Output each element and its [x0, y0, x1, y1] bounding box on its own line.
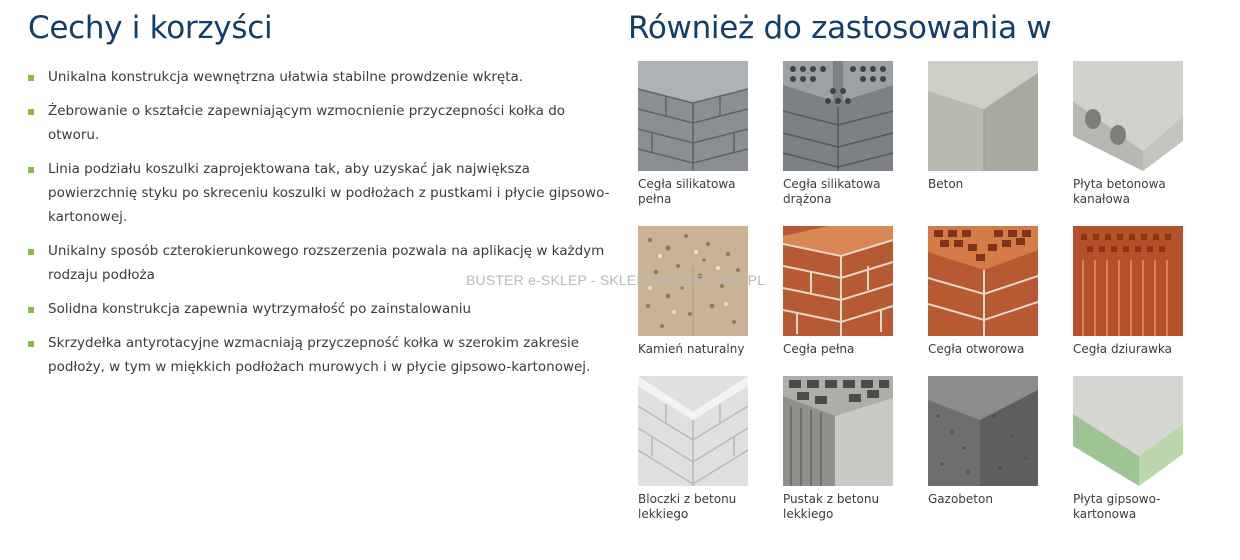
- features-title: Cechy i korzyści: [28, 10, 273, 46]
- watermark: BUSTER e-SKLEP - SKLEP.BUSTER.COM.PL: [466, 272, 766, 288]
- material-tile: [638, 376, 748, 522]
- material-label: Cegła silikatowa pełna: [638, 177, 736, 206]
- material-tile: [783, 61, 893, 207]
- material-tile: [1073, 61, 1183, 207]
- features-list: [28, 65, 613, 379]
- hollow-brick-icon: [1073, 226, 1183, 336]
- material-label: Beton: [928, 177, 964, 191]
- plasterboard-icon: [1073, 376, 1183, 486]
- feature-item: Żebrowanie o kształcie zapewniającym wzmocnienie przyczepności kołka do otworu.: [28, 99, 613, 147]
- aerated-concrete-icon: [928, 376, 1038, 486]
- material-tile: [1073, 376, 1183, 522]
- feature-item: Linia podziału koszulki zaprojektowana tak, aby uzyskać jak największa powierzchnię styku po skreceniu koszulki w podłożach z pustkami i płycie gipsowo-kartonowej.: [28, 157, 613, 229]
- applications-section: [628, 8, 1228, 48]
- material-label: Płyta gipsowo-kartonowa: [1073, 492, 1161, 521]
- material-label: Kamień naturalny: [638, 342, 745, 356]
- feature-item: Solidna konstrukcja zapewnia wytrzymałość po zainstalowaniu: [28, 297, 613, 321]
- material-tile: [638, 61, 748, 207]
- lightweight-concrete-hollow-block-icon: [783, 376, 893, 486]
- material-label: Cegła pełna: [783, 342, 855, 356]
- material-label: Cegła dziurawka: [1073, 342, 1173, 356]
- material-tile: [928, 61, 1038, 192]
- lightweight-concrete-block-icon: [638, 376, 748, 486]
- material-label: Cegła silikatowa drążona: [783, 177, 881, 206]
- silicate-brick-hollow-icon: [783, 61, 893, 171]
- material-label: Gazobeton: [928, 492, 993, 506]
- features-section: [28, 8, 613, 389]
- applications-title: Również do zastosowania w: [628, 10, 1052, 46]
- solid-brick-icon: [783, 226, 893, 336]
- material-tile: [783, 376, 893, 522]
- feature-item: Unikalna konstrukcja wewnętrzna ułatwia stabilne prowdzenie wkręta.: [28, 65, 613, 89]
- material-label: Pustak z betonu lekkiego: [783, 492, 880, 521]
- concrete-icon: [928, 61, 1038, 171]
- feature-item: Skrzydełka antyrotacyjne wzmacniają przyczepność kołka w szerokim zakresie podłoży, w tym w miękkich podłożach murowych i w płycie gipsowo-kartonowej.: [28, 331, 613, 379]
- feature-item: Unikalny sposób czterokierunkowego rozszerzenia pozwala na aplikację w każdym rodzaju podłoża: [28, 239, 613, 287]
- hollow-core-slab-icon: [1073, 61, 1183, 171]
- material-tile: [1073, 226, 1183, 357]
- perforated-brick-icon: [928, 226, 1038, 336]
- material-label: Cegła otworowa: [928, 342, 1025, 356]
- silicate-brick-solid-icon: [638, 61, 748, 171]
- material-label: Bloczki z betonu lekkiego: [638, 492, 737, 521]
- material-tile: [928, 376, 1038, 507]
- material-tile: [638, 226, 748, 357]
- material-label: Płyta betonowa kanałowa: [1073, 177, 1166, 206]
- material-tile: [783, 226, 893, 357]
- material-tile: [928, 226, 1038, 357]
